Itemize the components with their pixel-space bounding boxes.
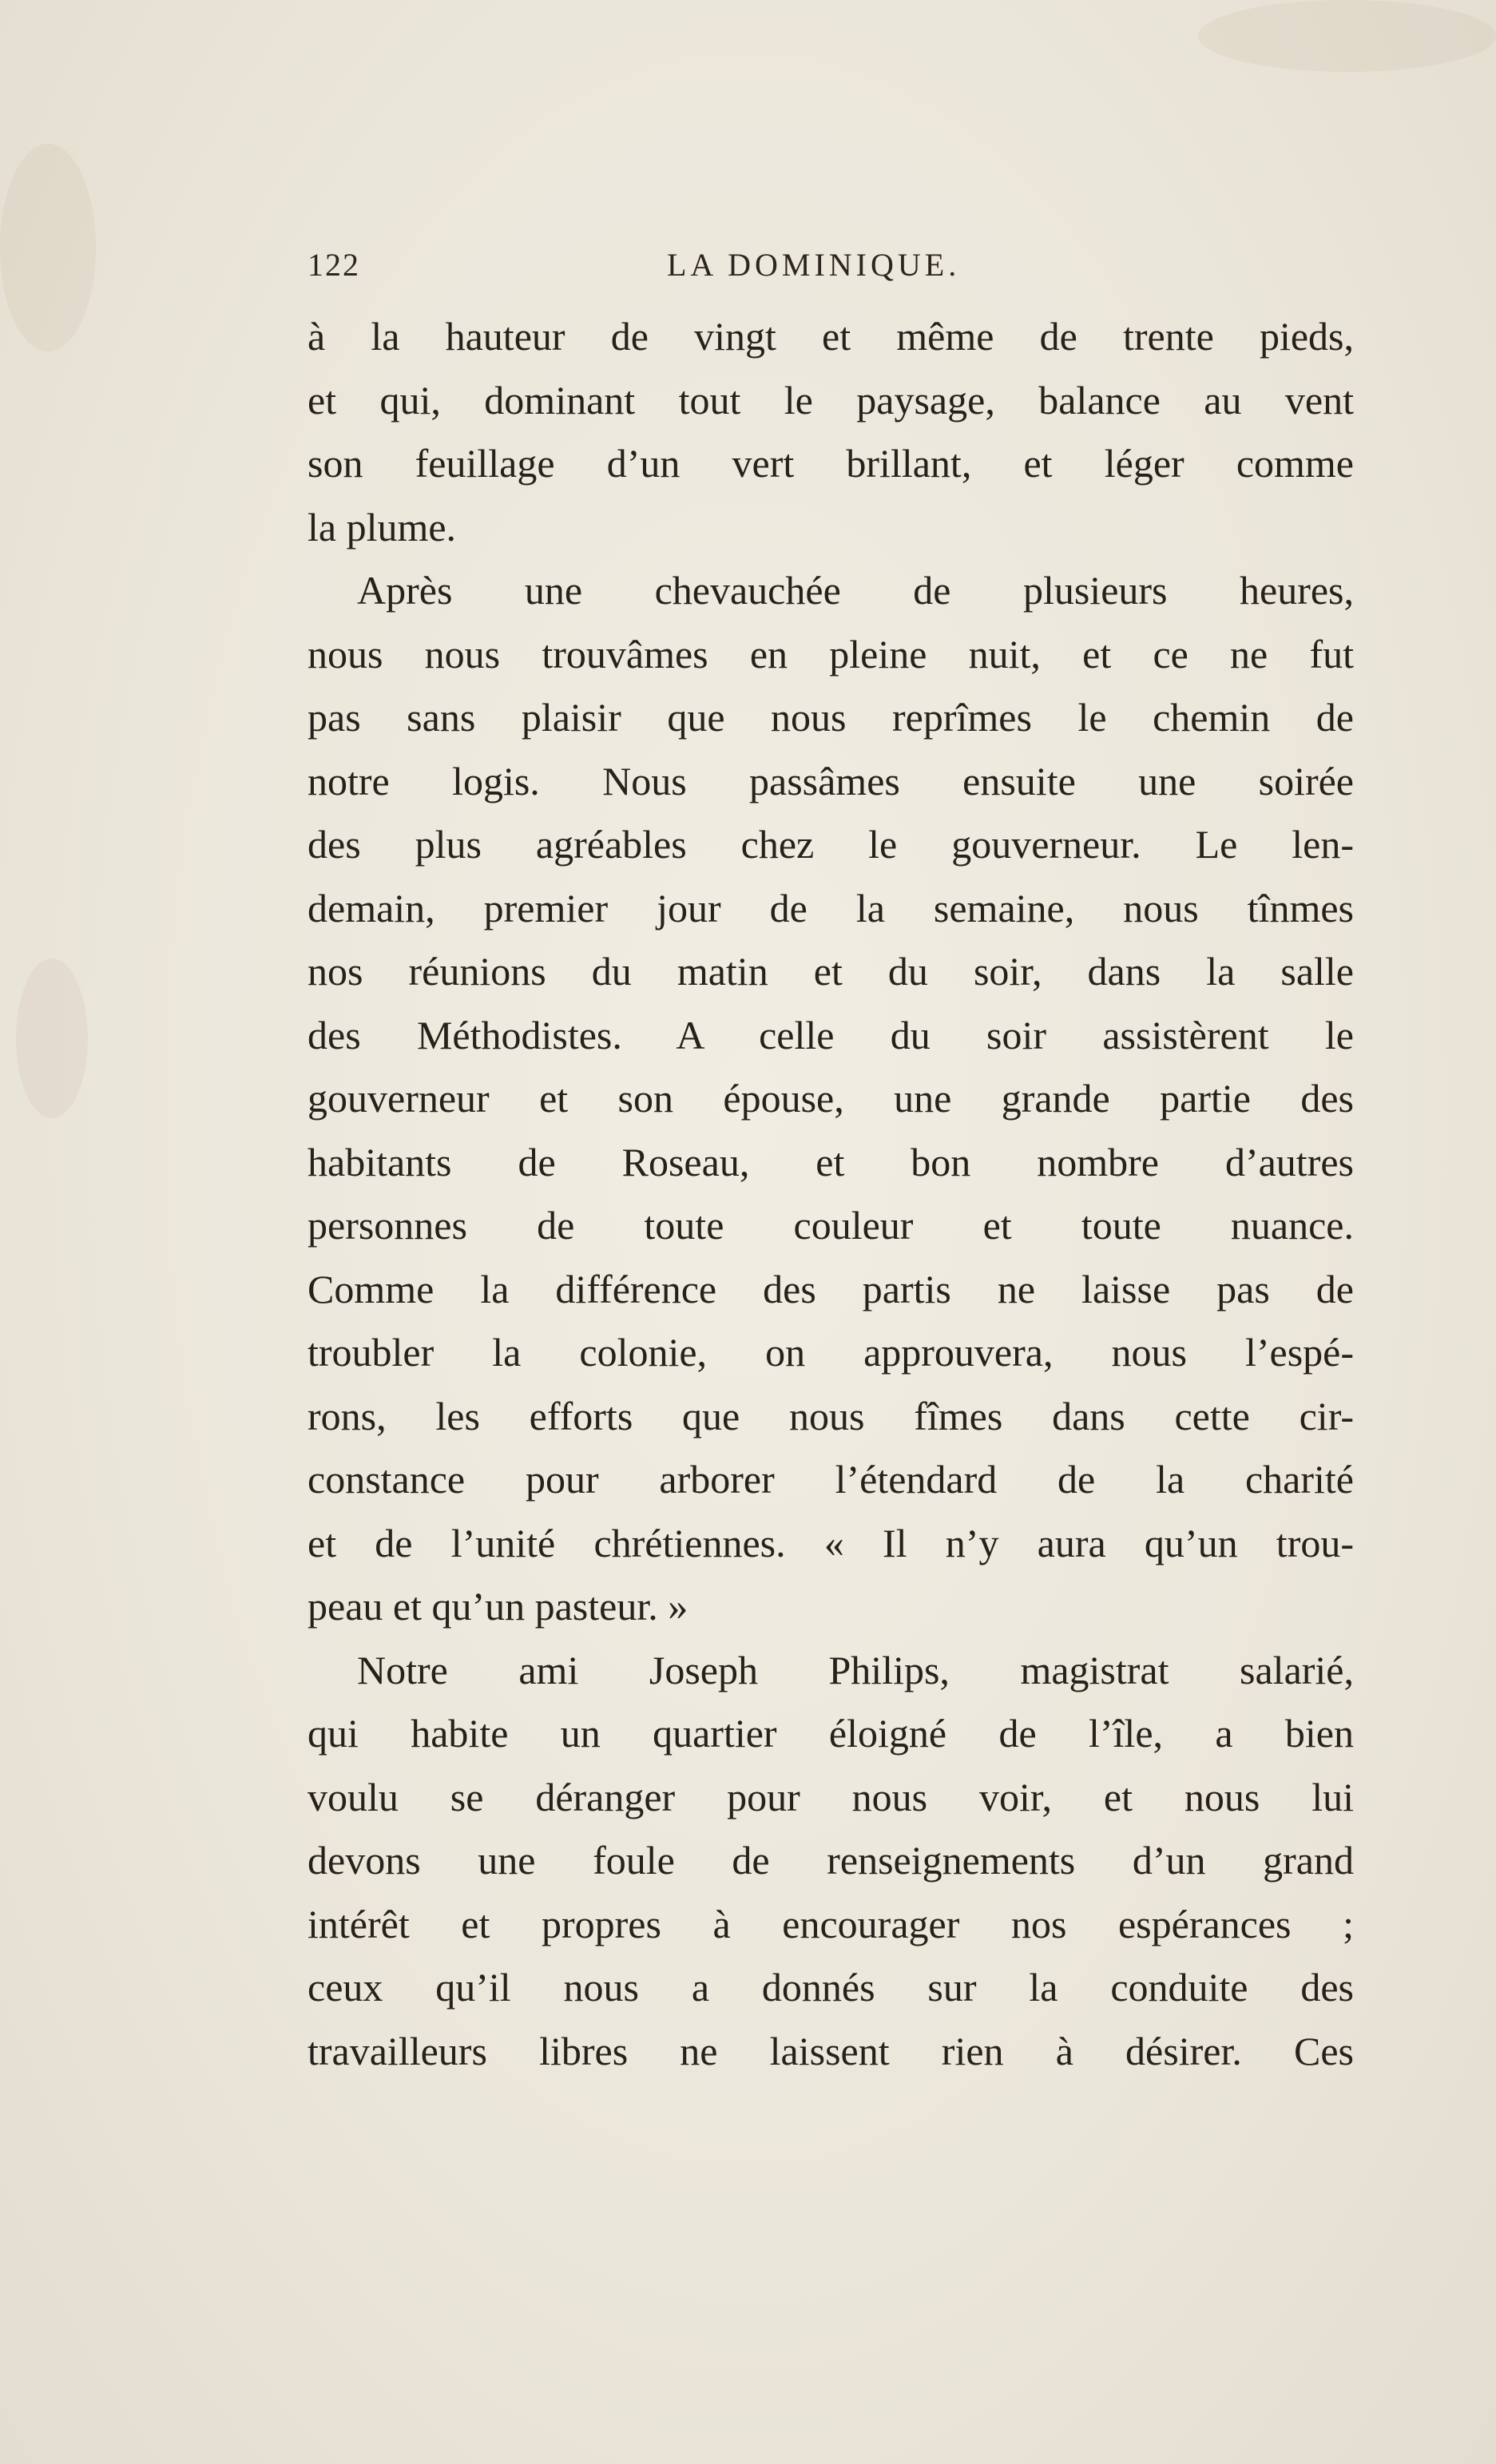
body-text: [308, 305, 1354, 2083]
text-line: constance pour arborer l’étendard de la charité: [308, 1457, 1354, 1502]
text-line: et de l’unité chrétiennes. « Il n’y aura qu’un trou-: [308, 1520, 1354, 1565]
text-line: intérêt et propres à encourager nos espérances ;: [308, 1901, 1354, 1946]
text-line: rons, les efforts que nous fîmes dans cette cir-: [308, 1393, 1354, 1438]
running-title: LA DOMINIQUE.: [667, 247, 961, 283]
text-line: troubler la colonie, on approuvera, nous l’espé-: [308, 1330, 1354, 1375]
paper-stain: [1198, 0, 1496, 72]
text-line: personnes de toute couleur et toute nuance.: [308, 1203, 1354, 1248]
text-line: des Méthodistes. A celle du soir assistèrent le: [308, 1012, 1354, 1057]
text-line: nos réunions du matin et du soir, dans la salle: [308, 949, 1354, 994]
text-line: habitants de Roseau, et bon nombre d’autres: [308, 1139, 1354, 1184]
text-line: travailleurs libres ne laissent rien à désirer. Ces: [308, 2028, 1354, 2073]
text-line: à la hauteur de vingt et même de trente pieds,: [308, 314, 1354, 359]
text-line: peau et qu’un pasteur. »: [308, 1584, 688, 1629]
text-line: et qui, dominant tout le paysage, balance au vent: [308, 377, 1354, 423]
text-line: ceux qu’il nous a donnés sur la conduite des: [308, 1965, 1354, 2010]
text-line: notre logis. Nous passâmes ensuite une soirée: [308, 758, 1354, 803]
text-line: demain, premier jour de la semaine, nous tînmes: [308, 885, 1354, 930]
text-line: devons une foule de renseignements d’un grand: [308, 1838, 1354, 1883]
text-line: pas sans plaisir que nous reprîmes le chemin de: [308, 695, 1354, 740]
text-line: la plume.: [308, 504, 457, 550]
paper-stain: [16, 958, 88, 1118]
page-number: 122: [308, 247, 360, 283]
text-line: des plus agréables chez le gouverneur. Le len-: [308, 822, 1354, 867]
text-line: son feuillage d’un vert brillant, et léger comme: [308, 441, 1354, 486]
paragraph-start-line: Après une chevauchée de plusieurs heures,: [357, 568, 1354, 613]
page-header: [308, 246, 1354, 294]
text-line: gouverneur et son épouse, une grande partie des: [308, 1076, 1354, 1121]
paper-stain: [0, 144, 96, 351]
text-line: nous nous trouvâmes en pleine nuit, et ce ne fut: [308, 631, 1354, 677]
text-line: qui habite un quartier éloigné de l’île, a bien: [308, 1711, 1354, 1756]
text-line: voulu se déranger pour nous voir, et nous lui: [308, 1774, 1354, 1819]
text-line: Comme la différence des partis ne laisse pas de: [308, 1266, 1354, 1311]
paragraph-start-line: Notre ami Joseph Philips, magistrat salarié,: [357, 1647, 1354, 1692]
